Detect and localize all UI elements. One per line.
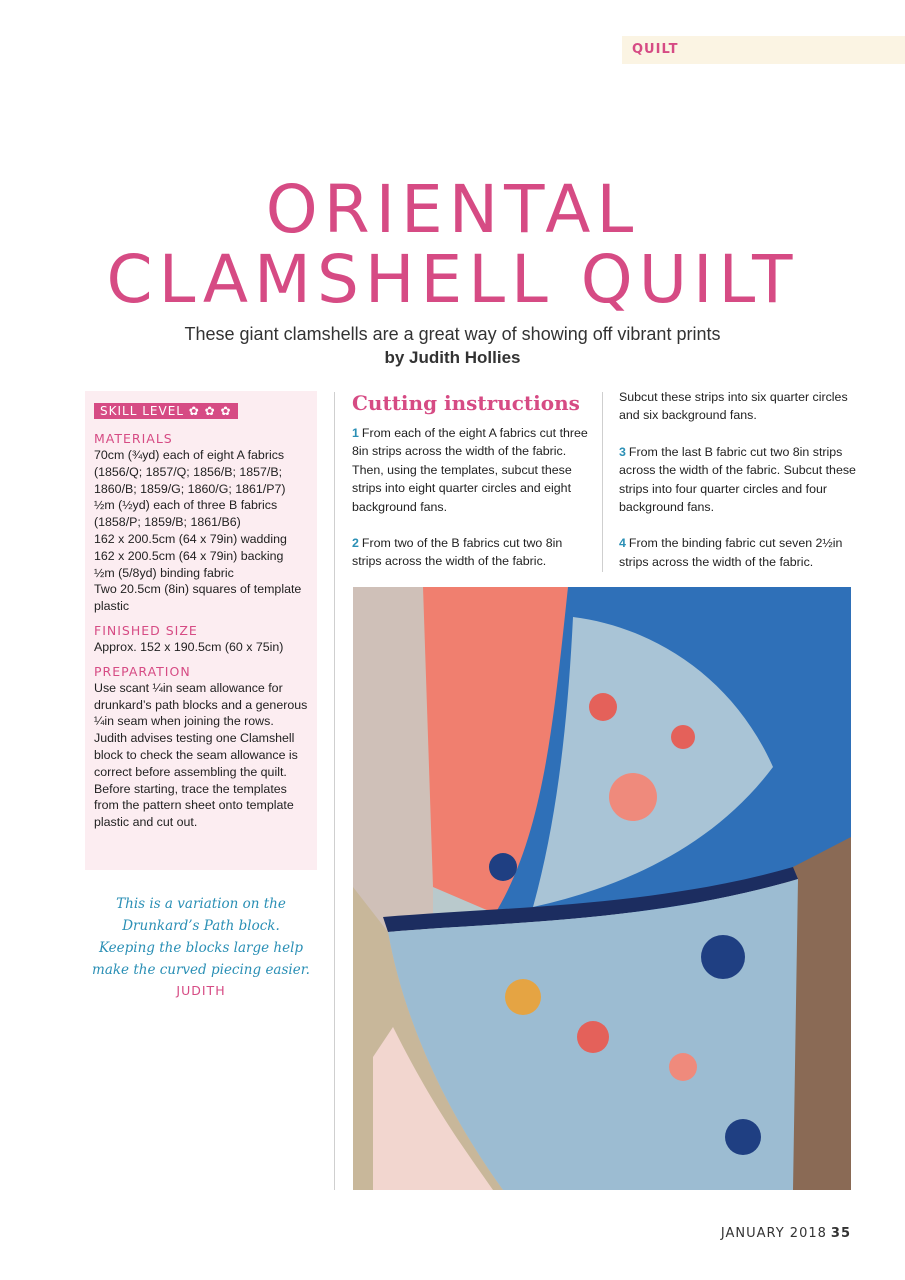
step-text: From the binding fabric cut seven 2½in strips across the width of the fabric. bbox=[619, 536, 843, 569]
page-footer bbox=[721, 1226, 851, 1241]
cutting-heading: Cutting instructions bbox=[352, 391, 580, 415]
finished-size-text: Approx. 152 x 190.5cm (60 x 75in) bbox=[94, 639, 284, 654]
materials-sidebar bbox=[85, 391, 317, 870]
step-text: From each of the eight A fabrics cut three 8in strips across the width of the fabric. Then, using the templates, subcut these strips into eight quarter circles and eight background fans. bbox=[352, 426, 588, 514]
step-number: 3 bbox=[619, 444, 626, 459]
step-3 bbox=[619, 443, 859, 517]
quilt-photo bbox=[353, 587, 851, 1190]
column-divider bbox=[334, 392, 335, 1190]
page-number: 35 bbox=[830, 1226, 851, 1241]
cutting-column-2 bbox=[619, 388, 859, 589]
materials-heading: MATERIALS bbox=[94, 431, 173, 446]
preparation-text: Use scant ¼in seam allowance for drunkard’s path blocks and a generous ¼in seam when joining the rows. Judith advises testing one Clamshell block to check the seam allowance is correct before assembling the quilt. Before starting, trace the templates from the pattern sheet onto template plastic and cut out. bbox=[94, 680, 308, 830]
step-number: 4 bbox=[619, 536, 626, 551]
step-number: 2 bbox=[352, 536, 359, 551]
step-text: From the last B fabric cut two 8in strips across the width of the fabric. Subcut these strips into four quarter circles and four background fans. bbox=[619, 444, 856, 515]
step-number: 1 bbox=[352, 426, 359, 440]
step-2-continued: Subcut these strips into six quarter circles and six background fans. bbox=[619, 390, 848, 423]
step-1 bbox=[352, 424, 592, 516]
finished-size-heading: FINISHED SIZE bbox=[94, 622, 198, 638]
section-tab: QUILT bbox=[622, 36, 905, 64]
page-subtitle: These giant clamshells are a great way of showing off vibrant prints bbox=[184, 324, 721, 344]
materials-text: 70cm (¾yd) each of eight A fabrics (1856/Q; 1857/Q; 1856/B; 1857/B; 1860/B; 1859/G; 1860/G; 1861/P7) ½m (½yd) each of three B fabrics (1858/P; 1859/B; 1861/B6) 162 x 200.5cm (64 x 79in) wadding 162 x 200.5cm (64 x 79in) backing ½m (5/8yd) binding fabric Two 20.5cm (8in) squares of template plastic bbox=[94, 448, 302, 614]
page-title-line-1: ORIENTAL bbox=[265, 171, 640, 248]
page-title-line-2: CLAMSHELL QUILT bbox=[106, 241, 799, 318]
pull-quote: This is a variation on the Drunkard’s Path block. Keeping the blocks large help make the curved piecing easier. bbox=[92, 896, 310, 978]
cutting-column-1 bbox=[352, 388, 592, 589]
skill-level-badge: SKILL LEVEL ✿ ✿ ✿ bbox=[94, 403, 238, 419]
column-divider bbox=[602, 392, 603, 572]
pull-quote-author: JUDITH bbox=[176, 983, 226, 998]
preparation-heading: PREPARATION bbox=[94, 663, 191, 679]
step-2 bbox=[352, 534, 592, 571]
step-text: From two of the B fabrics cut two 8in strips across the width of the fabric. bbox=[352, 536, 563, 569]
author-byline: by Judith Hollies bbox=[384, 348, 521, 367]
step-4 bbox=[619, 534, 859, 571]
quilt-photo-illustration bbox=[353, 587, 851, 1190]
issue-date: JANUARY 2018 bbox=[720, 1226, 827, 1241]
